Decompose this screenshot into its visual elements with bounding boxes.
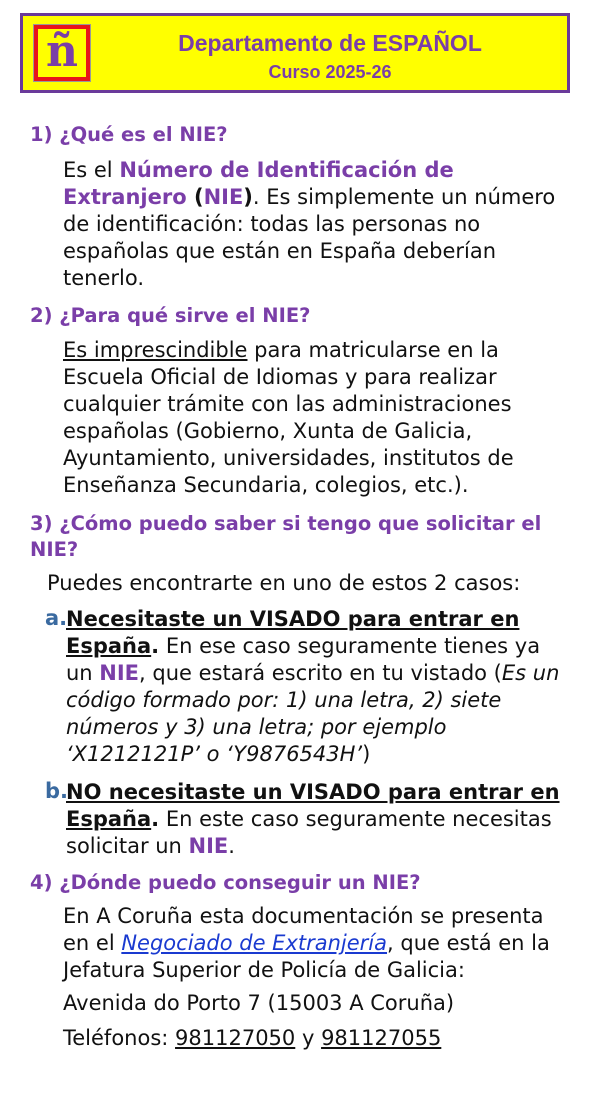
- paren-close: ): [243, 185, 253, 209]
- question-4-heading: 4) ¿Dónde puedo conseguir un NIE?: [30, 871, 421, 894]
- answer-1-text: Es el: [63, 158, 120, 182]
- case-b-bold: NO necesitaste un VISADO para entrar en España: [66, 780, 560, 831]
- case-a-text: [66, 606, 571, 768]
- case-b-nie: NIE: [188, 834, 229, 858]
- cases-intro: Puedes encontrarte en uno de estos 2 casos:: [47, 571, 521, 595]
- case-b-text: [66, 779, 566, 860]
- phones-label: Teléfonos:: [63, 1026, 176, 1050]
- answer-2-rest: para matricularse en la Escuela Oficial de Idiomas y para realizar cualquier trámite con las administraciones españolas (Gobierno, Xunta de Galicia, Ayuntamiento, universidades, institutos de Enseñanza Secundaria, colegios, etc.).: [63, 338, 514, 497]
- case-b-label: b.: [45, 779, 69, 803]
- phone-2[interactable]: 981127055: [321, 1026, 442, 1050]
- logo: [33, 24, 91, 82]
- answer-1-rest: . Es simplemente un número de identificación: todas las personas no españolas que están en España deberían tenerlo.: [63, 185, 556, 290]
- phone-1[interactable]: 981127050: [175, 1026, 296, 1050]
- question-3-heading: 3) ¿Cómo puedo saber si tengo que solicitar el NIE?: [30, 512, 542, 561]
- case-a-t3: ): [362, 742, 371, 766]
- answer-4: [63, 903, 573, 984]
- case-a-bold: Necesitaste un VISADO para entrar en España: [66, 607, 520, 658]
- answer-1: [63, 157, 558, 292]
- phones-line: [63, 1025, 568, 1052]
- question-2-heading: 2) ¿Para qué sirve el NIE?: [30, 304, 311, 327]
- department-title: Departamento de ESPAÑOL: [178, 30, 482, 56]
- case-a-dot: .: [151, 634, 160, 658]
- phones-separator: y: [295, 1026, 322, 1050]
- answer-2: [63, 337, 543, 499]
- case-b-t1: En este caso seguramente necesitas solicitar un: [66, 807, 552, 858]
- logo-letter: ñ: [38, 29, 86, 77]
- nie-abbr: NIE: [203, 185, 244, 209]
- case-b-dot: .: [151, 807, 160, 831]
- answer-4-t2: , que está en la Jefatura Superior de Policía de Galicia:: [63, 931, 550, 982]
- header-banner: [20, 13, 570, 93]
- case-a-nie: NIE: [99, 661, 140, 685]
- paren-open: (: [186, 185, 204, 209]
- address-line: Avenida do Porto 7 (15003 A Coruña): [63, 991, 455, 1015]
- course-subtitle: Curso 2025-26: [268, 62, 392, 82]
- negociado-link[interactable]: Negociado de Extranjería: [121, 931, 388, 955]
- case-a-example: Es un código formado por: 1) una letra, 2) siete números y 3) una letra; por ejemplo ‘X1212121P’ o ‘Y9876543H’: [66, 661, 560, 766]
- imprescindible-text: Es imprescindible: [63, 338, 248, 362]
- case-a-t2: , que estará escrito en tu vistado (: [139, 661, 502, 685]
- answer-4-t1: En A Coruña esta documentación se presenta en el: [63, 904, 544, 955]
- case-a-label: a.: [45, 606, 68, 630]
- case-a-t1: En ese caso seguramente tienes ya un: [66, 634, 541, 685]
- question-1-heading: 1) ¿Qué es el NIE?: [30, 123, 228, 146]
- case-b-t2: .: [228, 834, 235, 858]
- nie-term: Número de Identificación de Extranjero: [63, 158, 454, 209]
